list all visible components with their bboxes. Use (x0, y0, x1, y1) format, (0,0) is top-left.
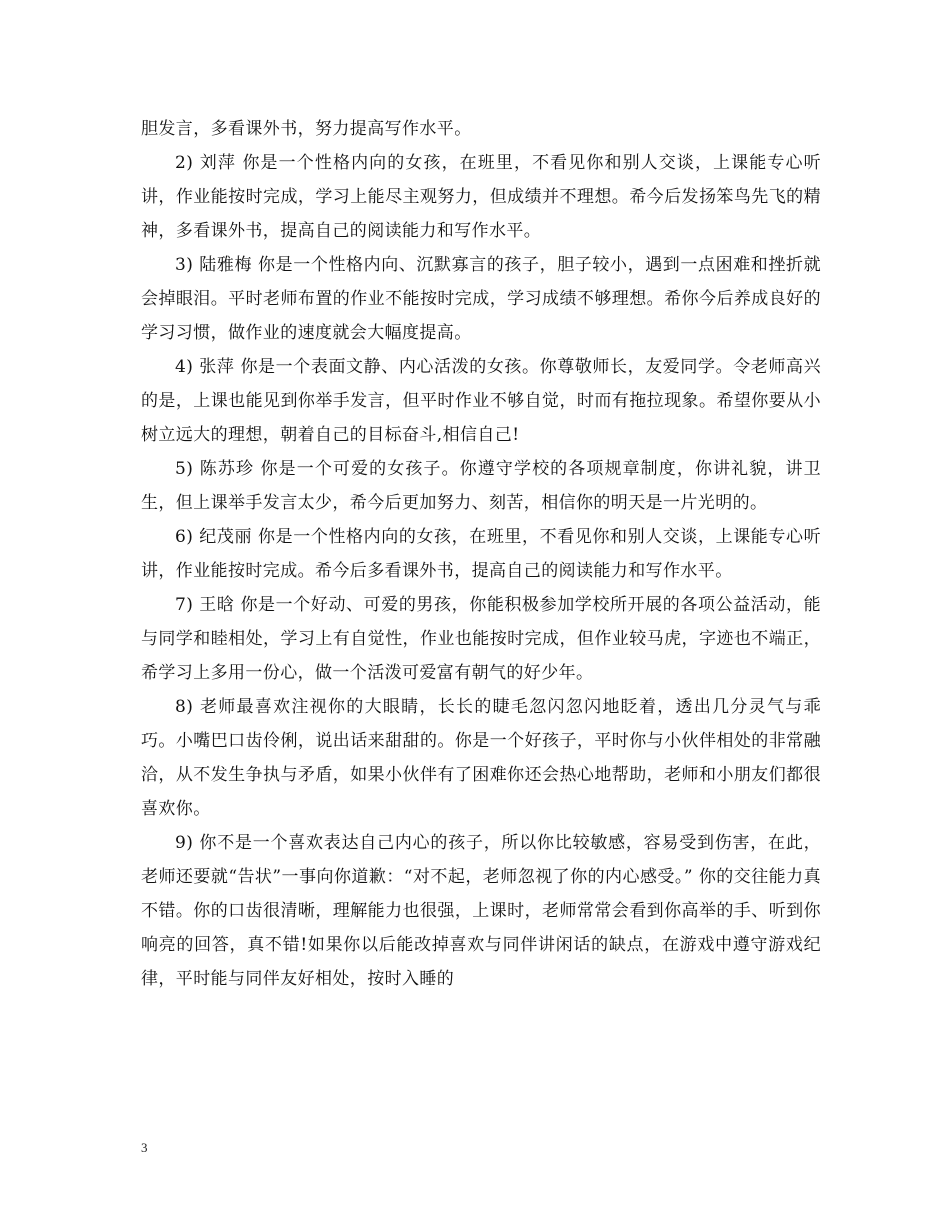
paragraph-comment-5: 5) 陈苏珍 你是一个可爱的女孩子。你遵守学校的各项规章制度，你讲礼貌，讲卫生，但上课举手发言太少，希今后更加努力、刻苦，相信你的明天是一片光明的。 (141, 459, 821, 513)
paragraph-continuation: 胆发言，多看课外书，努力提高写作水平。 (141, 119, 472, 139)
paragraph-comment-4: 4) 张萍 你是一个表面文静、内心活泼的女孩。你尊敬师长，友爱同学。令老师高兴的是，上课也能见到你举手发言，但平时作业不够自觉，时而有拖拉现象。希望你要从小树立远大的理想，朝着自己的目标奋斗,相信自己! (141, 357, 821, 445)
page-number: 3 (141, 1140, 148, 1155)
paragraph-comment-8: 8) 老师最喜欢注视你的大眼睛，长长的睫毛忽闪忽闪地眨着，透出几分灵气与乖巧。小嘴巴口齿伶俐，说出话来甜甜的。你是一个好孩子，平时你与小伙伴相处的非常融洽，从不发生争执与矛盾，如果小伙伴有了困难你还会热心地帮助，老师和小朋友们都很喜欢你。 (141, 697, 821, 819)
paragraph-comment-3: 3) 陆雅梅 你是一个性格内向、沉默寡言的孩子，胆子较小，遇到一点困难和挫折就会掉眼泪。平时老师布置的作业不能按时完成，学习成绩不够理想。希你今后养成良好的学习习惯，做作业的速度就会大幅度提高。 (141, 255, 821, 343)
paragraph-comment-2: 2) 刘萍 你是一个性格内向的女孩，在班里，不看见你和别人交谈，上课能专心听讲，作业能按时完成，学习上能尽主观努力，但成绩并不理想。希今后发扬笨鸟先飞的精神，多看课外书，提高自己的阅读能力和写作水平。 (141, 153, 821, 241)
paragraph-comment-7: 7) 王晗 你是一个好动、可爱的男孩，你能积极参加学校所开展的各项公益活动，能与同学和睦相处，学习上有自觉性，作业也能按时完成，但作业较马虎，字迹也不端正，希学习上多用一份心，做一个活泼可爱富有朝气的好少年。 (141, 595, 821, 683)
document-body (141, 112, 821, 996)
paragraph-comment-6: 6) 纪茂丽 你是一个性格内向的女孩，在班里，不看见你和别人交谈，上课能专心听讲，作业能按时完成。希今后多看课外书，提高自己的阅读能力和写作水平。 (141, 527, 821, 581)
paragraph-comment-9: 9) 你不是一个喜欢表达自己内心的孩子，所以你比较敏感，容易受到伤害，在此，老师还要就“告状”一事向你道歉：“对不起，老师忽视了你的内心感受。” 你的交往能力真不错。你的口齿很清晰，理解能力也很强，上课时，老师常常会看到你高举的手、听到你响亮的回答，真不错!如果你以后能改掉喜欢与同伴讲闲话的缺点，在游戏中遵守游戏纪律，平时能与同伴友好相处，按时入睡的 (141, 833, 821, 989)
